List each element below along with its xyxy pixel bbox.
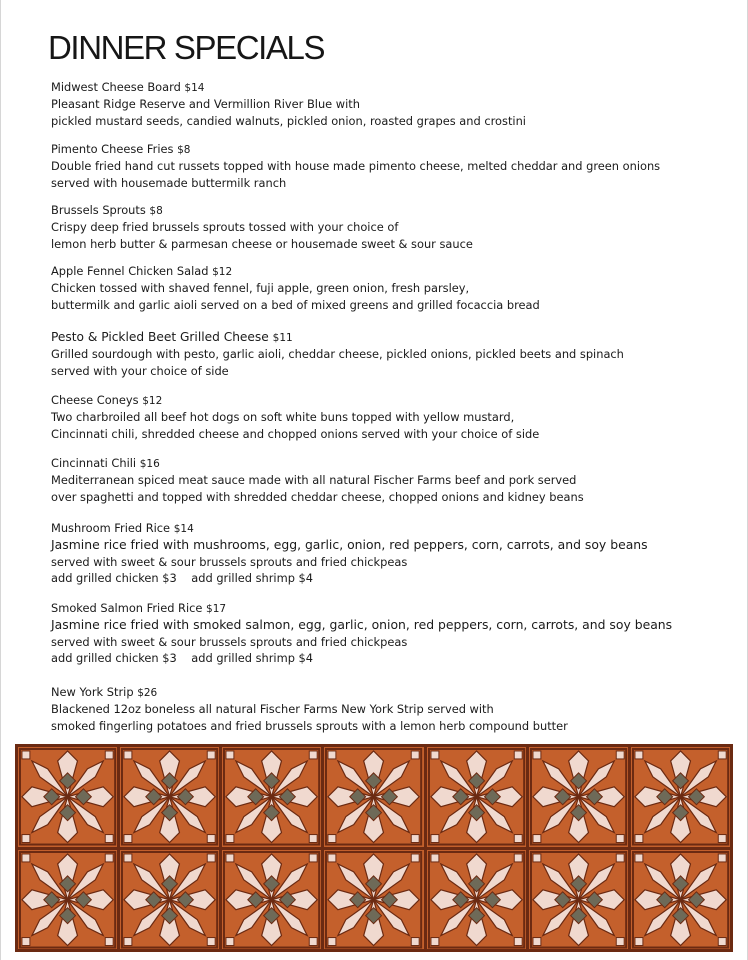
menu-item-cincinnati-chili: [51, 455, 741, 505]
decorative-tile: [529, 747, 628, 847]
item-description: Cincinnati chili, shredded cheese and chopped onions served with your choice of side: [51, 426, 540, 441]
item-price: $26: [137, 687, 158, 699]
item-price: $8: [149, 205, 163, 217]
item-heading: [51, 520, 741, 537]
item-price: $12: [142, 395, 163, 407]
item-description: over spaghetti and topped with shredded cheddar cheese, chopped onions and kidney beans: [51, 489, 584, 504]
decorative-tile: [427, 747, 526, 847]
menu-item-mushroom-fried-rice: [51, 520, 741, 587]
item-heading: [51, 141, 741, 158]
addon-shrimp: add grilled shrimp $4: [191, 651, 314, 666]
item-description: buttermilk and garlic aioli served on a bed of mixed greens and grilled focaccia bread: [51, 297, 540, 312]
menu-item-pimento-cheese-fries: [51, 141, 741, 191]
item-description: Mediterranean spiced meat sauce made with all natural Fischer Farms beef and pork served: [51, 473, 577, 488]
item-name: Midwest Cheese Board: [51, 80, 181, 94]
decorative-tile: [120, 747, 219, 847]
menu-item-cheese-coneys: [51, 392, 741, 442]
decorative-tile: [324, 747, 423, 847]
item-price: $12: [212, 266, 233, 278]
decorative-tile: [529, 850, 628, 950]
item-name: Apple Fennel Chicken Salad: [51, 264, 209, 278]
item-price: $11: [272, 332, 293, 344]
item-price: $14: [173, 523, 194, 535]
item-heading: [51, 600, 741, 617]
item-description: Grilled sourdough with pesto, garlic aioli, cheddar cheese, pickled onions, pickled beets and spinach: [51, 347, 624, 362]
menu-item-new-york-strip: [51, 684, 741, 734]
item-description: Blackened 12oz boneless all natural Fischer Farms New York Strip served with: [51, 702, 494, 717]
item-description: served with your choice of side: [51, 363, 229, 378]
item-name: Cheese Coneys: [51, 393, 139, 407]
decorative-tile: [222, 850, 321, 950]
item-heading: [51, 392, 741, 409]
item-addons: [51, 570, 741, 586]
decorative-tile: [631, 850, 730, 950]
decorative-tile: [222, 747, 321, 847]
item-heading: [51, 263, 741, 280]
item-heading: [51, 684, 741, 701]
decorative-tile: [18, 850, 117, 950]
item-description: smoked fingerling potatoes and fried brussels sprouts with a lemon herb compound butter: [51, 718, 568, 733]
item-description: Jasmine rice fried with mushrooms, egg, garlic, onion, red peppers, corn, carrots, and soy beans: [51, 537, 648, 553]
item-name: Cincinnati Chili: [51, 456, 137, 470]
item-description: Crispy deep fried brussels sprouts tossed with your choice of: [51, 220, 399, 235]
decorative-tile: [631, 747, 730, 847]
item-name: Pesto & Pickled Beet Grilled Cheese: [51, 330, 269, 344]
menu-item-pesto-grilled-cheese: [51, 329, 741, 379]
item-description: pickled mustard seeds, candied walnuts, pickled onion, roasted grapes and crostini: [51, 113, 526, 128]
addon-shrimp: add grilled shrimp $4: [191, 571, 314, 586]
item-description: lemon herb butter & parmesan cheese or housemade sweet & sour sauce: [51, 236, 473, 251]
item-heading: [51, 455, 741, 472]
item-name: Pimento Cheese Fries: [51, 142, 174, 156]
addon-chicken: add grilled chicken $3: [51, 571, 177, 586]
item-description: served with sweet & sour brussels sprouts and fried chickpeas: [51, 554, 408, 569]
item-description: Double fried hand cut russets topped with house made pimento cheese, melted cheddar and green onions: [51, 159, 661, 174]
item-price: $16: [139, 458, 160, 470]
item-heading: [51, 329, 741, 346]
item-price: $17: [206, 603, 227, 615]
item-name: New York Strip: [51, 685, 134, 699]
item-description: Pleasant Ridge Reserve and Vermillion River Blue with: [51, 97, 360, 112]
addon-chicken: add grilled chicken $3: [51, 651, 177, 666]
menu-item-apple-fennel-chicken-salad: [51, 263, 741, 313]
decorative-tile: [427, 850, 526, 950]
item-heading: [51, 79, 741, 96]
item-heading: [51, 202, 741, 219]
item-description: Chicken tossed with shaved fennel, fuji apple, green onion, fresh parsley,: [51, 281, 470, 296]
decorative-tile: [324, 850, 423, 950]
menu-item-brussels-sprouts: [51, 202, 741, 252]
item-description: Two charbroiled all beef hot dogs on soft white buns topped with yellow mustard,: [51, 410, 515, 425]
decorative-tile-border: [15, 744, 733, 952]
menu-item-midwest-cheese-board: [51, 79, 741, 129]
menu-item-smoked-salmon-fried-rice: [51, 600, 741, 667]
item-price: $8: [177, 144, 191, 156]
item-name: Smoked Salmon Fried Rice: [51, 601, 203, 615]
decorative-tile: [120, 850, 219, 950]
item-description: served with housemade buttermilk ranch: [51, 175, 287, 190]
item-description: Jasmine rice fried with smoked salmon, egg, garlic, onion, red peppers, corn, carrots, and soy beans: [51, 617, 673, 633]
item-description: served with sweet & sour brussels sprouts and fried chickpeas: [51, 634, 408, 649]
decorative-tile: [18, 747, 117, 847]
page-title: DINNER SPECIALS: [48, 29, 325, 66]
item-addons: [51, 650, 741, 666]
item-name: Mushroom Fried Rice: [51, 521, 171, 535]
item-name: Brussels Sprouts: [51, 203, 146, 217]
item-price: $14: [184, 82, 205, 94]
